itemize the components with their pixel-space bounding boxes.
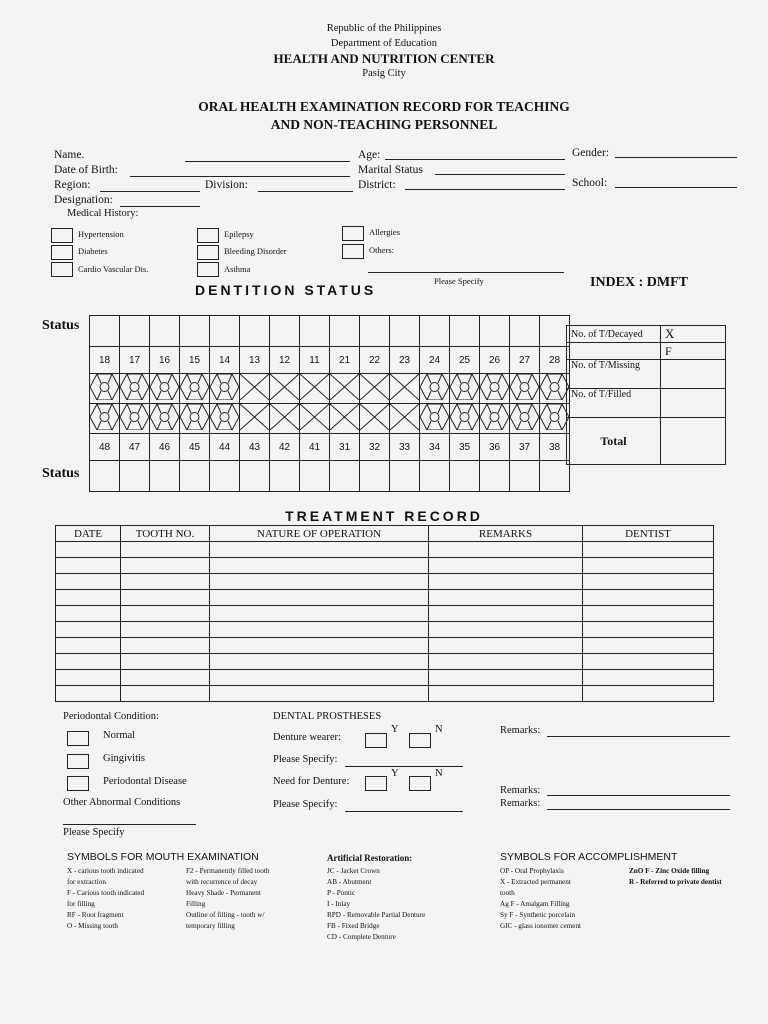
lower-status-cell[interactable] xyxy=(120,461,150,492)
treatment-cell[interactable] xyxy=(429,606,583,622)
cardio-checkbox[interactable] xyxy=(51,262,73,277)
tooth-diagram[interactable] xyxy=(360,404,390,434)
treatment-cell[interactable] xyxy=(56,590,121,606)
upper-status-cell[interactable] xyxy=(540,316,570,347)
upper-status-cell[interactable] xyxy=(90,316,120,347)
tooth-number: 12 xyxy=(270,347,300,374)
hypertension-label: Hypertension xyxy=(78,229,124,239)
artificial-list xyxy=(327,866,477,943)
upper-status-cell[interactable] xyxy=(360,316,390,347)
tooth-diagram[interactable] xyxy=(270,374,300,404)
prostheses-title: DENTAL PROSTHESES xyxy=(273,711,382,722)
district-label: District: xyxy=(358,179,396,191)
gingivitis-checkbox[interactable] xyxy=(67,754,89,769)
symbol-line: ZnO F - Zinc Oxide filling xyxy=(629,867,710,875)
others-checkbox[interactable] xyxy=(342,244,364,259)
bleeding-checkbox[interactable] xyxy=(197,245,219,260)
tooth-diagram[interactable] xyxy=(210,404,240,434)
lower-status-cell[interactable] xyxy=(360,461,390,492)
periodontal-disease-checkbox[interactable] xyxy=(67,776,89,791)
artificial-title: Artificial Restoration: xyxy=(327,853,413,863)
tooth-diagram[interactable] xyxy=(120,404,150,434)
need-denture-yes-checkbox[interactable] xyxy=(365,776,387,791)
symbols-mouth-title: SYMBOLS FOR MOUTH EXAMINATION xyxy=(67,851,259,863)
department-line: Department of Education xyxy=(330,38,438,49)
dob-field[interactable] xyxy=(130,176,350,177)
symbol-line: JC - Jacket Crown xyxy=(327,867,380,875)
treatment-cell[interactable] xyxy=(429,638,583,654)
treatment-cell[interactable] xyxy=(121,686,210,702)
name-field[interactable] xyxy=(185,161,350,162)
tooth-diagram[interactable] xyxy=(210,374,240,404)
tooth-number: 41 xyxy=(300,434,330,461)
upper-status-cell[interactable] xyxy=(390,316,420,347)
treatment-cell[interactable] xyxy=(210,558,429,574)
symbol-line: O - Missing tooth xyxy=(67,922,118,930)
treatment-cell[interactable] xyxy=(429,558,583,574)
upper-status-cell[interactable] xyxy=(120,316,150,347)
total-label: Total xyxy=(567,418,661,465)
symbol-line: FB - Fixed Bridge xyxy=(327,922,380,930)
upper-status-cell[interactable] xyxy=(150,316,180,347)
tooth-diagram[interactable] xyxy=(180,374,210,404)
symbol-line: Sy F - Synthetic porcelain xyxy=(500,911,576,919)
treatment-cell[interactable] xyxy=(121,542,210,558)
upper-status-cell[interactable] xyxy=(240,316,270,347)
need-denture-y: Y xyxy=(391,768,399,779)
diabetes-label: Diabetes xyxy=(78,246,108,256)
symbols-acc-title: SYMBOLS FOR ACCOMPLISHMENT xyxy=(500,851,678,863)
treatment-cell[interactable] xyxy=(121,558,210,574)
treatment-cell[interactable] xyxy=(583,638,714,654)
lower-status-cell[interactable] xyxy=(210,461,240,492)
tooth-diagram[interactable] xyxy=(450,374,480,404)
division-label: Division: xyxy=(205,179,248,191)
col-tooth-no: TOOTH NO. xyxy=(121,526,210,542)
treatment-cell[interactable] xyxy=(210,590,429,606)
city-line: Pasig City xyxy=(362,68,406,79)
symbol-line: with recurrence of decay xyxy=(186,878,258,886)
tooth-number: 16 xyxy=(150,347,180,374)
lower-status-cell[interactable] xyxy=(240,461,270,492)
treatment-cell[interactable] xyxy=(583,542,714,558)
tooth-number: 24 xyxy=(420,347,450,374)
symbols-acc-col1 xyxy=(500,866,625,932)
upper-status-cell[interactable] xyxy=(450,316,480,347)
tooth-diagram[interactable] xyxy=(420,404,450,434)
specify-field-1[interactable] xyxy=(345,766,463,767)
tooth-diagram[interactable] xyxy=(510,374,540,404)
treatment-cell[interactable] xyxy=(121,670,210,686)
treatment-cell[interactable] xyxy=(429,654,583,670)
treatment-cell[interactable] xyxy=(121,590,210,606)
treatment-cell[interactable] xyxy=(583,670,714,686)
symbols-acc-col2 xyxy=(629,866,754,888)
lower-status-cell[interactable] xyxy=(510,461,540,492)
asthma-label: Asthma xyxy=(224,264,251,274)
tooth-diagram[interactable] xyxy=(90,404,120,434)
treatment-cell[interactable] xyxy=(429,542,583,558)
marital-field[interactable] xyxy=(435,174,565,175)
tooth-diagram[interactable] xyxy=(450,404,480,434)
symbol-line: R - Referred to private dentist xyxy=(629,878,722,886)
bleeding-label: Bleeding Disorder xyxy=(224,246,287,256)
table-row xyxy=(56,638,714,654)
treatment-cell[interactable] xyxy=(429,686,583,702)
tooth-diagram[interactable] xyxy=(360,374,390,404)
diabetes-checkbox[interactable] xyxy=(51,245,73,260)
tooth-number: 34 xyxy=(420,434,450,461)
need-denture-label: Need for Denture: xyxy=(273,776,350,787)
tooth-diagram[interactable] xyxy=(180,404,210,434)
tooth-diagram[interactable] xyxy=(150,404,180,434)
tooth-number: 33 xyxy=(390,434,420,461)
treatment-cell[interactable] xyxy=(56,606,121,622)
treatment-cell[interactable] xyxy=(121,638,210,654)
symbol-line: AB - Abutment xyxy=(327,878,372,886)
symbol-line: X - Extracted permanent xyxy=(500,878,571,886)
treatment-cell[interactable] xyxy=(429,670,583,686)
tooth-diagram[interactable] xyxy=(480,374,510,404)
treatment-cell[interactable] xyxy=(210,622,429,638)
tooth-number: 47 xyxy=(120,434,150,461)
missing-label: No. of T/Missing xyxy=(567,360,661,389)
decayed-symbol: X xyxy=(661,326,726,343)
filled-symbol: F xyxy=(661,343,726,360)
upper-status-cell[interactable] xyxy=(270,316,300,347)
symbol-line: Heavy Shade - Permanent xyxy=(186,889,261,897)
index-title: INDEX : DMFT xyxy=(590,275,688,290)
treatment-cell[interactable] xyxy=(56,622,121,638)
tooth-number: 27 xyxy=(510,347,540,374)
lower-status-cell[interactable] xyxy=(300,461,330,492)
symbol-line: temporary filling xyxy=(186,922,235,930)
upper-status-cell[interactable] xyxy=(510,316,540,347)
symbol-line: RPD - Removable Partial Denture xyxy=(327,911,426,919)
remarks-field-1[interactable] xyxy=(547,736,730,737)
school-label: School: xyxy=(572,177,608,189)
symbol-line: for extraction xyxy=(67,878,106,886)
epilepsy-label: Epilepsy xyxy=(224,229,254,239)
treatment-cell[interactable] xyxy=(210,654,429,670)
treatment-cell[interactable] xyxy=(121,574,210,590)
tooth-diagram[interactable] xyxy=(120,374,150,404)
treatment-cell[interactable] xyxy=(121,654,210,670)
tooth-diagram[interactable] xyxy=(540,374,570,404)
tooth-diagram[interactable] xyxy=(510,404,540,434)
specify-label-2: Please Specify: xyxy=(273,799,338,810)
tooth-number: 36 xyxy=(480,434,510,461)
symbol-line: Filling xyxy=(186,900,206,908)
treatment-cell[interactable] xyxy=(210,606,429,622)
symbol-line: for filling xyxy=(67,900,95,908)
remarks-label-1: Remarks: xyxy=(500,725,541,736)
symbol-line: RF - Root fragment xyxy=(67,911,124,919)
treatment-table xyxy=(55,525,714,702)
col-dentist: DENTIST xyxy=(583,526,714,542)
republic-line: Republic of the Philippines xyxy=(326,23,442,34)
remarks-label-2: Remarks: xyxy=(500,785,541,796)
denture-wearer-no-checkbox[interactable] xyxy=(409,733,431,748)
lower-status-cell[interactable] xyxy=(540,461,570,492)
symbol-line: tooth xyxy=(500,889,515,897)
tooth-number: 18 xyxy=(90,347,120,374)
tooth-number: 48 xyxy=(90,434,120,461)
treatment-cell[interactable] xyxy=(583,590,714,606)
lower-status-cell[interactable] xyxy=(90,461,120,492)
symbol-line: Outline of filling - tooth w/ xyxy=(186,911,265,919)
treatment-cell[interactable] xyxy=(429,622,583,638)
please-specify-label: Please Specify xyxy=(434,276,484,286)
others-label: Others: xyxy=(369,245,395,255)
tooth-number: 26 xyxy=(480,347,510,374)
symbol-line: Ag F - Amalgam Filling xyxy=(500,900,570,908)
gender-label: Gender: xyxy=(572,147,610,159)
lower-status-cell[interactable] xyxy=(270,461,300,492)
tooth-number: 46 xyxy=(150,434,180,461)
upper-status-cell[interactable] xyxy=(330,316,360,347)
tooth-number: 15 xyxy=(180,347,210,374)
treatment-cell[interactable] xyxy=(583,686,714,702)
treatment-cell[interactable] xyxy=(56,686,121,702)
treatment-cell[interactable] xyxy=(583,606,714,622)
missing-value[interactable] xyxy=(661,360,726,389)
tooth-diagram[interactable] xyxy=(240,404,270,434)
tooth-diagram[interactable] xyxy=(300,404,330,434)
dentition-title: DENTITION STATUS xyxy=(195,282,377,298)
treatment-title: TREATMENT RECORD xyxy=(285,508,483,524)
symbol-line: F - Carious tooth indicated xyxy=(67,889,145,897)
age-label: Age: xyxy=(358,149,381,161)
allergies-checkbox[interactable] xyxy=(342,226,364,241)
designation-label: Designation: xyxy=(54,194,113,206)
remarks-label-3: Remarks: xyxy=(500,798,541,809)
age-field[interactable] xyxy=(385,159,565,160)
school-field[interactable] xyxy=(615,187,737,188)
upper-status-cell[interactable] xyxy=(420,316,450,347)
lower-status-cell[interactable] xyxy=(450,461,480,492)
tooth-diagram[interactable] xyxy=(240,374,270,404)
denture-wearer-yes-checkbox[interactable] xyxy=(365,733,387,748)
others-specify-field[interactable] xyxy=(368,272,564,273)
treatment-cell[interactable] xyxy=(56,558,121,574)
tooth-number: 11 xyxy=(300,347,330,374)
marital-label: Marital Status xyxy=(358,164,423,176)
tooth-diagram[interactable] xyxy=(300,374,330,404)
lower-status-cell[interactable] xyxy=(330,461,360,492)
treatment-cell[interactable] xyxy=(210,638,429,654)
treatment-cell[interactable] xyxy=(56,654,121,670)
dob-label: Date of Birth: xyxy=(54,164,118,176)
tooth-number: 14 xyxy=(210,347,240,374)
lower-status-cell[interactable] xyxy=(480,461,510,492)
lower-status-cell[interactable] xyxy=(390,461,420,492)
symbol-line: X - carious tooth indicated xyxy=(67,867,144,875)
table-row xyxy=(56,670,714,686)
col-nature: NATURE OF OPERATION xyxy=(210,526,429,542)
tooth-number: 13 xyxy=(240,347,270,374)
lower-status-cell[interactable] xyxy=(150,461,180,492)
total-value[interactable] xyxy=(661,418,726,465)
treatment-cell[interactable] xyxy=(210,670,429,686)
treatment-cell[interactable] xyxy=(210,542,429,558)
symbols-mouth-col1 xyxy=(67,866,182,932)
specify-field-2[interactable] xyxy=(345,811,463,812)
gingivitis-label: Gingivitis xyxy=(103,753,146,764)
denture-wearer-y: Y xyxy=(391,724,399,735)
tooth-number: 25 xyxy=(450,347,480,374)
tooth-number: 21 xyxy=(330,347,360,374)
symbol-line: GIC - glass ionomer cement xyxy=(500,922,582,930)
division-field[interactable] xyxy=(258,191,353,192)
col-remarks: REMARKS xyxy=(429,526,583,542)
treatment-cell[interactable] xyxy=(210,686,429,702)
denture-wearer-label: Denture wearer: xyxy=(273,732,341,743)
treatment-cell[interactable] xyxy=(210,574,429,590)
upper-status-cell[interactable] xyxy=(210,316,240,347)
tooth-number: 45 xyxy=(180,434,210,461)
status-label-upper: Status xyxy=(42,318,80,333)
tooth-number: 38 xyxy=(540,434,570,461)
col-date: DATE xyxy=(56,526,121,542)
medical-history-label: Medical History: xyxy=(67,208,139,219)
tooth-number: 22 xyxy=(360,347,390,374)
other-abnormal-label: Other Abnormal Conditions xyxy=(63,797,181,808)
symbol-line: F2 - Permanently filled tooth xyxy=(186,867,270,875)
tooth-number: 35 xyxy=(450,434,480,461)
hypertension-checkbox[interactable] xyxy=(51,228,73,243)
specify-label-1: Please Specify: xyxy=(273,754,338,765)
form-title-2: AND NON-TEACHING PERSONNEL xyxy=(270,117,498,132)
treatment-cell[interactable] xyxy=(56,574,121,590)
abnormal-field[interactable] xyxy=(63,824,196,825)
tooth-number: 28 xyxy=(540,347,570,374)
tooth-number: 31 xyxy=(330,434,360,461)
district-field[interactable] xyxy=(405,189,565,190)
remarks-field-3[interactable] xyxy=(547,809,730,810)
periodontal-disease-label: Periodontal Disease xyxy=(103,776,187,787)
center-name: HEALTH AND NUTRITION CENTER xyxy=(273,51,495,66)
periodontal-label: Periodontal Condition: xyxy=(63,711,159,722)
table-row xyxy=(56,654,714,670)
tooth-diagram[interactable] xyxy=(480,404,510,434)
name-label: Name. xyxy=(54,149,85,161)
form-title-1: ORAL HEALTH EXAMINATION RECORD FOR TEACHING xyxy=(198,99,570,114)
upper-status-cell[interactable] xyxy=(480,316,510,347)
tooth-number: 43 xyxy=(240,434,270,461)
tooth-number: 23 xyxy=(390,347,420,374)
treatment-cell[interactable] xyxy=(121,606,210,622)
dmft-index-table xyxy=(566,325,726,465)
treatment-cell[interactable] xyxy=(56,638,121,654)
status-label-lower: Status xyxy=(42,466,80,481)
tooth-diagram[interactable] xyxy=(90,374,120,404)
lower-status-cell[interactable] xyxy=(420,461,450,492)
epilepsy-checkbox[interactable] xyxy=(197,228,219,243)
tooth-number: 44 xyxy=(210,434,240,461)
asthma-checkbox[interactable] xyxy=(197,262,219,277)
dentition-chart xyxy=(89,315,570,492)
tooth-diagram[interactable] xyxy=(390,404,420,434)
tooth-number: 37 xyxy=(510,434,540,461)
tooth-number: 17 xyxy=(120,347,150,374)
symbol-line: I - Inlay xyxy=(327,900,351,908)
table-row xyxy=(56,622,714,638)
table-row xyxy=(56,542,714,558)
treatment-cell[interactable] xyxy=(583,622,714,638)
treatment-cell[interactable] xyxy=(583,558,714,574)
region-label: Region: xyxy=(54,179,91,191)
need-denture-n: N xyxy=(435,768,443,779)
table-row xyxy=(56,574,714,590)
remarks-field-2[interactable] xyxy=(547,795,730,796)
tooth-diagram[interactable] xyxy=(330,404,360,434)
symbol-line: OP - Oral Prophylaxis xyxy=(500,867,564,875)
treatment-cell[interactable] xyxy=(583,574,714,590)
upper-status-cell[interactable] xyxy=(180,316,210,347)
table-row xyxy=(56,590,714,606)
tooth-diagram[interactable] xyxy=(420,374,450,404)
need-denture-no-checkbox[interactable] xyxy=(409,776,431,791)
decayed-label: No. of T/Decayed xyxy=(567,326,661,343)
please-specify-periodontal: Please Specify xyxy=(63,827,125,838)
table-row xyxy=(56,558,714,574)
symbols-mouth-col2 xyxy=(186,866,306,932)
gender-field[interactable] xyxy=(615,157,737,158)
lower-status-cell[interactable] xyxy=(180,461,210,492)
normal-checkbox[interactable] xyxy=(67,731,89,746)
treatment-cell[interactable] xyxy=(429,574,583,590)
tooth-number: 42 xyxy=(270,434,300,461)
cardio-label: Cardio Vascular Dis. xyxy=(78,264,149,274)
region-field[interactable] xyxy=(100,191,200,192)
allergies-label: Allergies xyxy=(369,227,401,237)
upper-status-cell[interactable] xyxy=(300,316,330,347)
table-row xyxy=(56,686,714,702)
normal-label: Normal xyxy=(103,730,136,741)
treatment-cell[interactable] xyxy=(429,590,583,606)
tooth-diagram[interactable] xyxy=(330,374,360,404)
tooth-diagram[interactable] xyxy=(540,404,570,434)
treatment-cell[interactable] xyxy=(56,670,121,686)
tooth-diagram[interactable] xyxy=(390,374,420,404)
tooth-diagram[interactable] xyxy=(270,404,300,434)
symbol-line: CD - Complete Denture xyxy=(327,933,396,941)
tooth-number: 32 xyxy=(360,434,390,461)
table-row xyxy=(56,606,714,622)
denture-wearer-n: N xyxy=(435,724,443,735)
symbol-line: P - Pontic xyxy=(327,889,356,897)
tooth-diagram[interactable] xyxy=(150,374,180,404)
filled-label: No. of T/Filled xyxy=(567,389,661,418)
filled-value[interactable] xyxy=(661,389,726,418)
treatment-cell[interactable] xyxy=(121,622,210,638)
treatment-cell[interactable] xyxy=(583,654,714,670)
designation-field[interactable] xyxy=(120,206,200,207)
treatment-cell[interactable] xyxy=(56,542,121,558)
